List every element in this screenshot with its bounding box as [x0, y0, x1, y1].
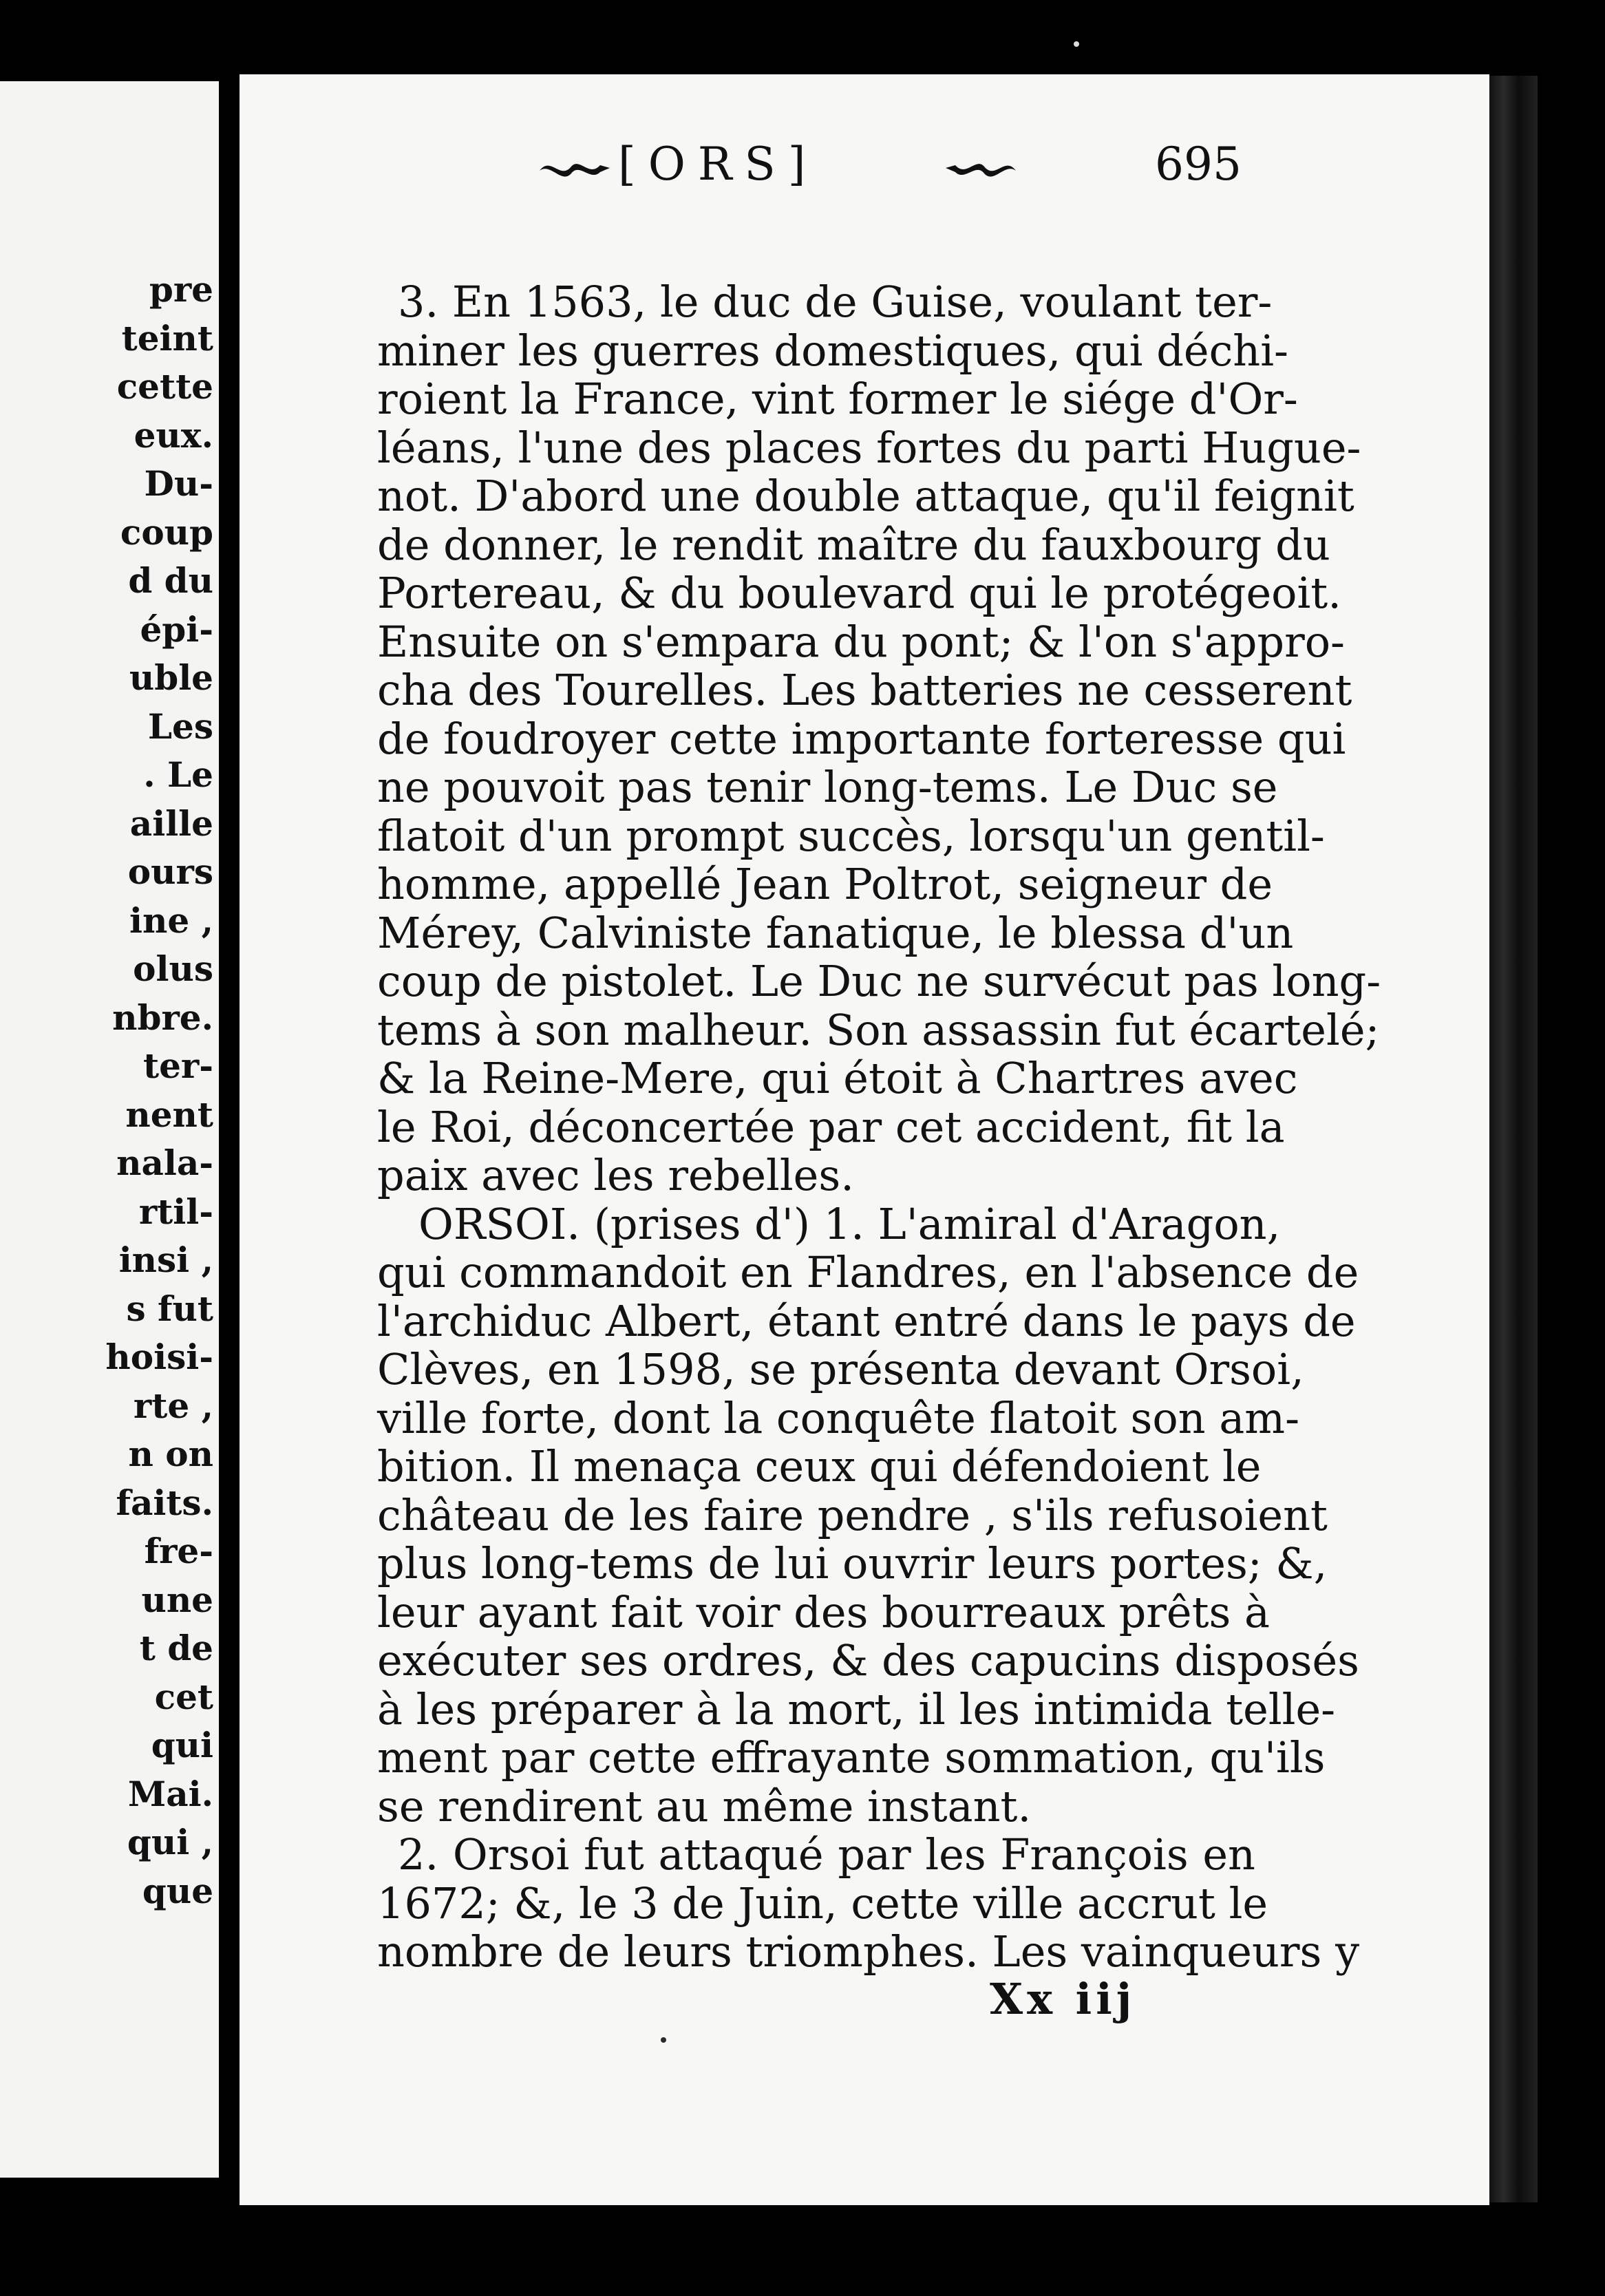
left-line: que: [142, 1871, 213, 1911]
ink-speck: [661, 2037, 666, 2043]
left-line: rtil-: [138, 1191, 213, 1232]
left-line: d du: [128, 560, 213, 601]
text-line: Clèves, en 1598, se présenta devant Orsoi,: [377, 1344, 1304, 1394]
text-line: 1672; &, le 3 de Juin, cette ville accrut le: [377, 1878, 1268, 1928]
text-line: miner les guerres domestiques, qui déchi-: [377, 325, 1289, 376]
left-line: fre-: [144, 1531, 213, 1571]
left-line: olus: [133, 948, 213, 989]
text-line: Portereau, & du boulevard qui le protégeoit.: [377, 568, 1341, 618]
text-line: 3. En 1563, le duc de Guise, voulant ter-: [398, 277, 1273, 327]
fleuron-left-icon: [537, 150, 613, 184]
left-line: Les: [147, 706, 213, 747]
left-line: une: [141, 1580, 213, 1620]
text-line: 2. Orsoi fut attaqué par les François en: [398, 1829, 1255, 1880]
fleuron-right-icon: [943, 150, 1019, 184]
left-line: nent: [125, 1094, 213, 1135]
left-line: nbre.: [112, 997, 213, 1038]
book-gutter: [219, 0, 237, 2296]
text-line: léans, l'une des places fortes du parti Hugue-: [377, 422, 1361, 473]
text-line: bition. Il menaça ceux qui défendoient le: [377, 1441, 1262, 1491]
left-line: . Le: [143, 754, 213, 795]
left-line: qui: [151, 1725, 213, 1765]
text-line: cha des Tourelles. Les batteries ne cesserent: [377, 665, 1352, 715]
text-line: nombre de leurs triomphes. Les vainqueurs y: [377, 1926, 1360, 1977]
page-number: 695: [1155, 138, 1242, 191]
left-line: n on: [128, 1434, 213, 1474]
text-line: Ensuite on s'empara du pont; & l'on s'appro-: [377, 616, 1345, 667]
text-line: ORSOI. (prises d') 1. L'amiral d'Aragon,: [418, 1198, 1281, 1249]
text-line: plus long-tems de lui ouvrir leurs portes; &,: [377, 1538, 1328, 1588]
left-line: hoisi-: [105, 1337, 213, 1377]
left-line: ours: [127, 851, 213, 892]
left-line: ine ,: [129, 900, 213, 941]
text-line: not. D'abord une double attaque, qu'il feignit: [377, 471, 1354, 521]
text-line: roient la France, vint former le siége d'Or-: [377, 374, 1298, 424]
left-line: Du-: [144, 463, 213, 504]
text-line: paix avec les rebelles.: [377, 1150, 854, 1200]
left-line: Mai.: [127, 1774, 213, 1814]
text-line: tems à son malheur. Son assassin fut écartelé;: [377, 1004, 1380, 1055]
ink-speck: [1074, 41, 1079, 47]
text-line: à les préparer à la mort, il les intimida telle-: [377, 1683, 1336, 1734]
text-line: qui commandoit en Flandres, en l'absence de: [377, 1247, 1359, 1297]
left-line: faits.: [116, 1482, 213, 1523]
left-line: rte ,: [133, 1385, 213, 1426]
text-line: & la Reine-Mere, qui étoit à Chartres avec: [377, 1053, 1298, 1103]
left-line: eux.: [134, 415, 213, 456]
text-line: Mérey, Calviniste fanatique, le blessa d'un: [377, 907, 1294, 958]
left-line: pre: [149, 269, 213, 310]
left-line: coup: [120, 512, 213, 553]
text-line: de donner, le rendit maître du fauxbourg du: [377, 519, 1330, 570]
left-line: ter-: [142, 1045, 213, 1086]
left-line: cet: [154, 1677, 213, 1717]
text-line: coup de pistolet. Le Duc ne survécut pas long-: [377, 956, 1381, 1006]
page-edge: [1489, 76, 1538, 2202]
text-line: homme, appellé Jean Poltrot, seigneur de: [377, 859, 1273, 909]
running-head: [ORS]: [618, 138, 818, 191]
text-line: château de les faire pendre , s'ils refusoient: [377, 1489, 1328, 1540]
text-line: ne pouvoit pas tenir long-tems. Le Duc se: [377, 762, 1278, 812]
text-line: leur ayant fait voir des bourreaux prêts à: [377, 1586, 1271, 1637]
text-line: de foudroyer cette importante forteresse qui: [377, 713, 1346, 764]
left-line: teint: [121, 318, 213, 359]
left-line: uble: [129, 657, 213, 698]
left-line: épi-: [140, 609, 213, 650]
left-line: t de: [139, 1628, 213, 1668]
text-line: ment par cette effrayante sommation, qu'ils: [377, 1732, 1326, 1783]
text-line: l'archiduc Albert, étant entré dans le pays de: [377, 1295, 1356, 1346]
text-line: exécuter ses ordres, & des capucins disposés: [377, 1635, 1359, 1686]
left-line: cette: [116, 366, 213, 407]
signature-mark: Xx iij: [990, 1974, 1136, 2024]
left-line: qui ,: [127, 1822, 213, 1862]
left-page: [0, 81, 219, 2178]
text-line: le Roi, déconcertée par cet accident, fit la: [377, 1101, 1285, 1152]
left-line: insi ,: [118, 1240, 213, 1280]
text-line: ville forte, dont la conquête flatoit son am-: [377, 1392, 1300, 1443]
body-text: [377, 277, 1381, 1977]
page-header: [363, 138, 1327, 200]
left-line: nala-: [116, 1142, 213, 1183]
left-line: aille: [129, 803, 213, 844]
left-line: s fut: [126, 1288, 213, 1329]
text-line: flatoit d'un prompt succès, lorsqu'un gentil-: [377, 810, 1325, 861]
text-line: se rendirent au même instant.: [377, 1781, 1032, 1831]
